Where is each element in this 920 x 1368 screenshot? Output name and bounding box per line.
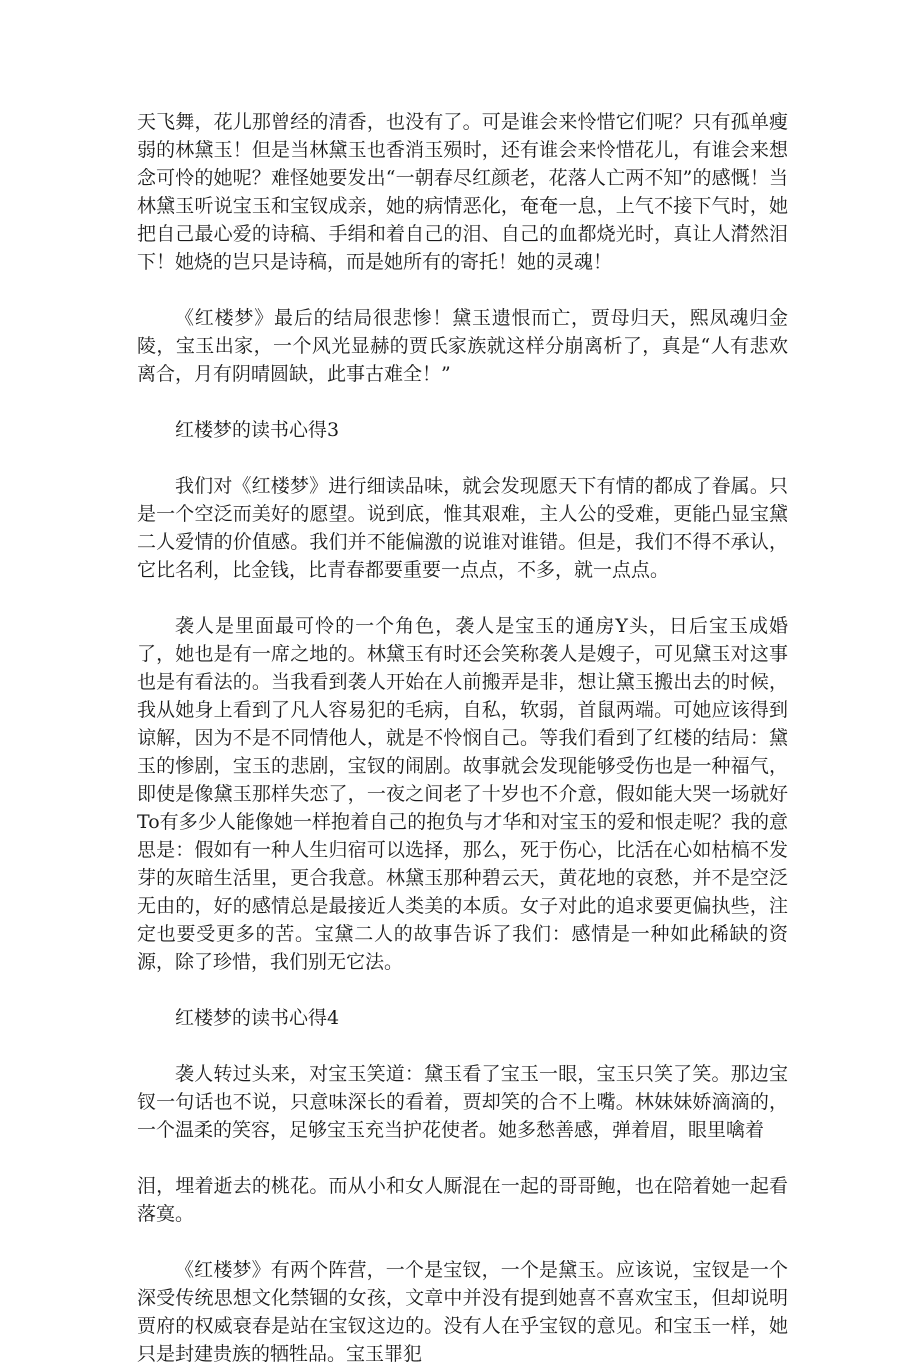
paragraph-section-4-intro: 袭人转过头来，对宝玉笑道：黛玉看了宝玉一眼，宝玉只笑了笑。那边宝钗一句话也不说，只意味深长的看着，贾却笑的合不上嘴。林妹妹娇滴滴的，一个温柔的笑容，足够宝玉充当护花使者。她多愁善感，弹着眉，眼里噙着	[137, 1063, 788, 1141]
paragraph-continued-intro: 天飞舞，花儿那曾经的清香，也没有了。可是谁会来怜惜它们呢？只有孤单瘦弱的林黛玉！但是当林黛玉也香消玉殒时，还有谁会来怜惜花儿，有谁会来想念可怜的她呢？难怪她要发出“一朝春尽红颜老，花落人亡两不知”的感慨！当林黛玉听说宝玉和宝钗成亲，她的病情恶化，奄奄一息，上气不接下气时，她把自己最心爱的诗稿、手绢和着自己的泪、自己的血都烧光时，真让人潸然泪下！她烧的岂只是诗稿，而是她所有的寄托！她的灵魂！	[137, 111, 788, 273]
paragraph-ending-summary: 《红楼梦》最后的结局很悲惨！黛玉遗恨而亡，贾母归天，熙凤魂归金陵，宝玉出家，一个风光显赫的贾氏家族就这样分崩离析了，真是“人有悲欢离合，月有阴晴圆缺，此事古难全！”	[137, 307, 788, 385]
paragraph-section-3-body: 袭人是里面最可怜的一个角色，袭人是宝玉的通房Y头，日后宝玉成婚了，她也是有一席之地的。林黛玉有时还会笑称袭人是嫂子，可见黛玉对这事也是有看法的。当我看到袭人开始在人前搬弄是非，想让黛玉搬出去的时候，我从她身上看到了凡人容易犯的毛病，自私，软弱，首鼠两端。可她应该得到谅解，因为不是不同情他人，就是不怜悯自己。等我们看到了红楼的结局：黛玉的惨剧，宝玉的悲剧，宝钗的闹剧。故事就会发现能够受伤也是一种福气，即使是像黛玉那样失恋了，一夜之间老了十岁也不介意，假如能大哭一场就好To有多少人能像她一样抱着自己的抱负与才华和对宝玉的爱和恨走呢？我的意思是：假如有一种人生归宿可以选择，那么，死于伤心，比活在心如枯槁不发芽的灰暗生活里，更合我意。林黛玉那种碧云天，黄花地的哀愁，并不是空泛无由的，好的感情总是最接近人类美的本质。女子对此的追求要更偏执些，注定也要受更多的苦。宝黛二人的故事告诉了我们：感情是一种如此稀缺的资源，除了珍惜，我们别无它法。	[137, 615, 788, 973]
section-heading-3: 红楼梦的读书心得3	[175, 419, 340, 441]
paragraph-section-4-camps: 《红楼梦》有两个阵营，一个是宝钗，一个是黛玉。应该说，宝钗是一个深受传统思想文化禁锢的女孩，文章中并没有提到她喜不喜欢宝玉，但却说明贾府的权威衰春是站在宝钗这边的。没有人在乎宝钗的意见。和宝玉一样，她只是封建贵族的牺牲品。宝玉罪犯	[137, 1259, 788, 1365]
section-heading-4: 红楼梦的读书心得4	[175, 1007, 340, 1029]
paragraph-section-4-continued: 泪，埋着逝去的桃花。而从小和女人厮混在一起的哥哥鲍，也在陪着她一起看落寞。	[137, 1175, 788, 1225]
paragraph-section-3-intro: 我们对《红楼梦》进行细读品味，就会发现愿天下有情的都成了眷属。只是一个空泛而美好的愿望。说到底，惟其艰难，主人公的受难，更能凸显宝黛二人爱情的价值感。我们并不能偏激的说谁对谁错。但是，我们不得不承认，它比名利，比金钱，比青春都要重要一点点，不多，就一点点。	[137, 475, 788, 581]
